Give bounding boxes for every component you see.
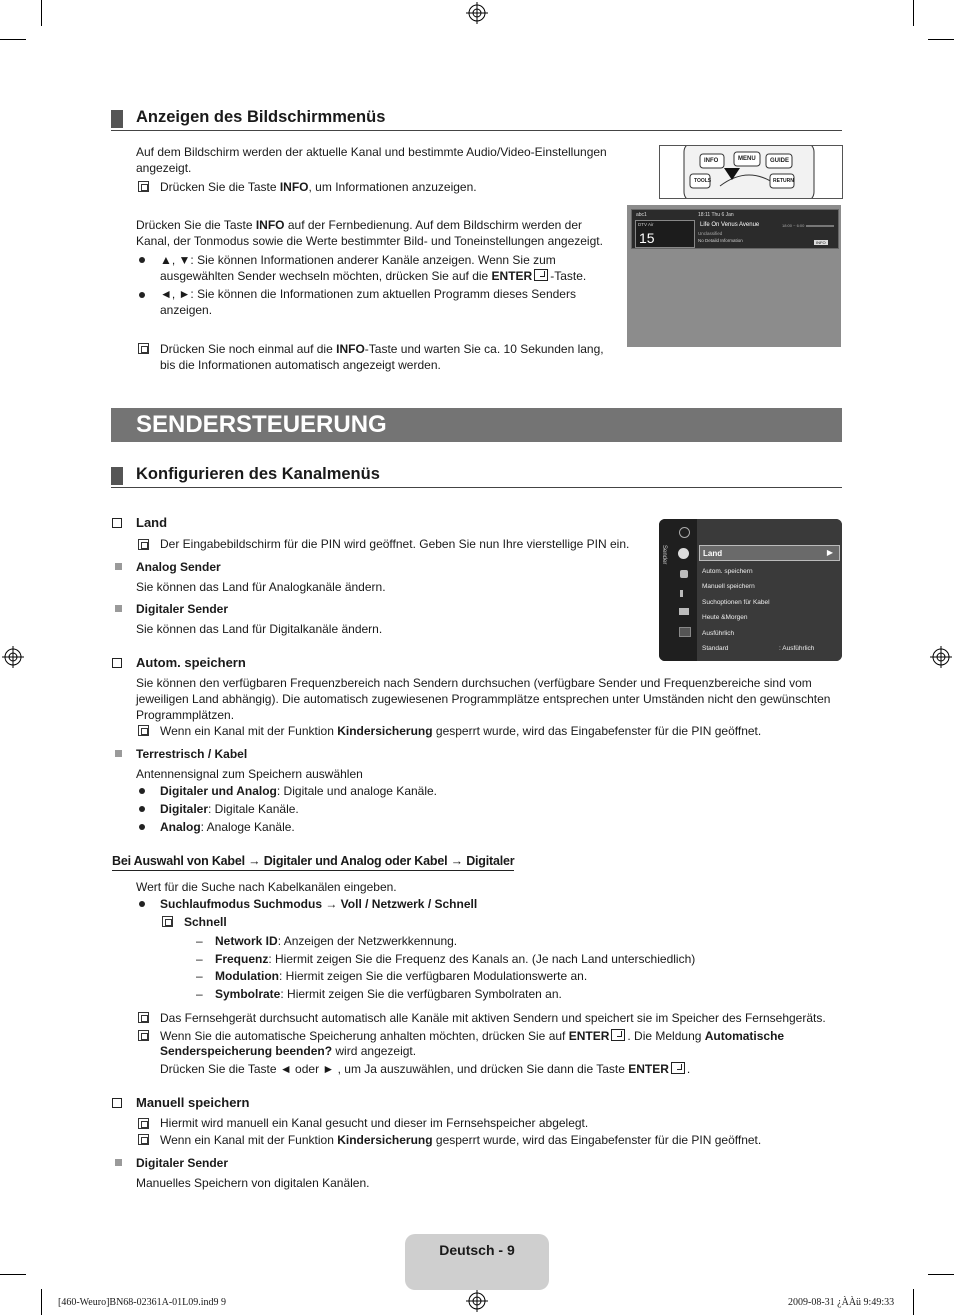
crop-mark (41, 0, 42, 26)
note-icon (138, 1012, 149, 1023)
paragraph: Drücken Sie die Taste INFO auf der Fernbedienung. Auf dem Bildschirm werden der Kanal, der Tonmodus sowie die Werte bestimmter Bild- und Toneinstellungen angezeigt. (136, 218, 603, 248)
bullet-icon (139, 788, 145, 794)
osd-menu-item: Heute &Morgen (702, 614, 748, 621)
dash-text: Network ID: Anzeigen der Netzwerkkennung. (215, 934, 458, 948)
application-icon (679, 608, 689, 615)
crop-mark (928, 1274, 954, 1275)
intro-paragraph: Auf dem Bildschirm werden der aktuelle Kanal und bestimmte Audio/Video-Einstellungen angezeigt. (136, 145, 607, 175)
square-bullet-icon (115, 563, 122, 570)
bullet-icon (139, 292, 145, 298)
timespan-label: 18:00 ~ 6:00 (782, 223, 805, 228)
note-text: Drücken Sie die Taste INFO, um Informationen anzuzeigen. (160, 180, 477, 194)
picture-icon (679, 527, 690, 538)
guide-key: GUIDE (770, 158, 790, 164)
print-timestamp: 2009-08-31 ¿ÀÀü 9:49:33 (788, 1297, 895, 1308)
setup-icon (680, 570, 688, 578)
dash-text: Modulation: Hiermit zeigen Sie die verfügbaren Modulationswerte an. (215, 969, 588, 983)
note-text: Wenn ein Kanal mit der Funktion Kindersicherung gesperrt wurde, wird das Eingabefenster für die PIN geöffnet. (160, 1133, 762, 1147)
dash-text: Frequenz: Hiermit zeigen Sie die Frequenz des Kanals an. (Je nach Land unterschiedlich) (215, 952, 696, 966)
sub-heading: Terrestrisch / Kabel (136, 747, 248, 761)
body-text: Sie können das Land für Digitalkanäle ändern. (136, 622, 383, 636)
return-key: RETURN (773, 178, 794, 184)
bullet-text: Analog: Analoge Kanäle. (160, 820, 295, 834)
tools-key: TOOLS (694, 178, 712, 184)
registration-mark-icon (2, 646, 24, 668)
note-text: Hiermit wird manuell ein Kanal gesucht und dieser im Fernsehspeicher abgelegt. (160, 1116, 589, 1130)
note-text: Drücken Sie die Taste ◄ oder ► , um Ja auszuwählen, und drücken Sie dann die Taste ENTER . (160, 1062, 691, 1076)
note-text: Das Fernsehgerät durchsucht automatisch alle Kanäle mit aktiven Sendern und speichert sie im Speicher des Fernsehgeräts. (160, 1011, 826, 1025)
note-icon (138, 1134, 149, 1145)
page-number: Deutsch - 9 (439, 1242, 515, 1258)
osd-side-label: Sender (661, 545, 667, 565)
osd-menu-item: Standard (702, 645, 729, 652)
note-icon (138, 181, 149, 192)
osd-menu-item: Manuell speichern (702, 583, 755, 590)
section-heading (111, 465, 842, 488)
kabel-heading: Bei Auswahl von Kabel → Digitaler und Analog oder Kabel → Digitaler (112, 853, 514, 871)
channel-box (635, 220, 695, 248)
heading-bar (111, 110, 123, 128)
registration-mark-icon (930, 646, 952, 668)
autom-heading: Autom. speichern (136, 655, 246, 670)
program-title: Life On Venus Avenue (700, 222, 760, 228)
bullet-icon (139, 806, 145, 812)
crop-mark (913, 0, 914, 26)
note-icon (138, 343, 149, 354)
note-icon (138, 1118, 149, 1129)
osd-panel (697, 519, 842, 661)
note-icon (138, 539, 149, 550)
note-text: Senderspeicherung beenden? wird angezeigt. (160, 1044, 417, 1058)
section-title: Konfigurieren des Kanalmenüs (136, 465, 380, 483)
info-key: INFO (704, 158, 719, 164)
arrow-right-icon: ▶ (826, 548, 833, 557)
rating-label: Unclassified (698, 231, 723, 236)
crop-mark (0, 1274, 26, 1275)
sub-heading: Digitaler Sender (136, 1156, 229, 1170)
support-icon (679, 627, 691, 637)
crop-mark (913, 1289, 914, 1315)
registration-mark-icon (466, 2, 488, 24)
osd-menu-item: Autom. speichern (702, 568, 753, 575)
body-text: Wert für die Suche nach Kabelkanälen eingeben. (136, 880, 397, 894)
crop-mark (928, 39, 954, 40)
channel-name: abc1 (636, 212, 647, 218)
bullet-text: Digitaler und Analog: Digitale und analoge Kanäle. (160, 784, 438, 798)
crop-mark (41, 1289, 42, 1315)
body-text: Sie können den verfügbaren Frequenzbereich nach Sendern durchsuchen (verfügbare Sender und Frequenzbereiche sind vom jeweiligen Land abhängig). Die automatisch zugewiesenen Programmplätze entsprechen unter Umständen nicht den gewünschten Programmplätzen. (136, 676, 831, 722)
osd-menu-item: Ausführlich (702, 630, 735, 637)
schnell-label: Schnell (184, 915, 227, 929)
checkbox-icon (112, 518, 122, 528)
note-text: Wenn Sie die automatische Speicherung anhalten möchten, drücken Sie auf ENTER . Die Meldung Automatische (160, 1029, 785, 1043)
section-title: Anzeigen des Bildschirmmenüs (136, 108, 386, 126)
channel-icon (678, 548, 689, 559)
bullet-text: Digitaler: Digitale Kanäle. (160, 802, 299, 816)
body-text: Sie können das Land für Analogkanäle ändern. (136, 580, 386, 594)
checkbox-icon (112, 658, 122, 668)
info-button: INFO (816, 240, 826, 245)
bullet-text: Suchlaufmodus Suchmodus → Voll / Netzwerk / Schnell (160, 897, 478, 911)
checkbox-icon (112, 1098, 122, 1108)
banner-time: 18:11 Thu 6 Jan (698, 212, 734, 218)
note-text: Wenn ein Kanal mit der Funktion Kindersicherung gesperrt wurde, wird das Eingabefenster für die PIN geöffnet. (160, 724, 762, 738)
manuell-heading: Manuell speichern (136, 1095, 250, 1110)
heading-bar (111, 467, 123, 485)
osd-menu-item: Suchoptionen für Kabel (702, 599, 770, 606)
bullet-icon (139, 901, 145, 907)
note-text: Drücken Sie noch einmal auf die INFO-Taste und warten Sie ca. 10 Sekunden lang, bis die Informationen automatisch angezeigt werden. (160, 342, 604, 372)
dash-text: Symbolrate: Hiermit zeigen Sie die verfügbaren Symbolraten an. (215, 987, 562, 1001)
square-bullet-icon (115, 1159, 122, 1166)
osd-selected-item (699, 545, 840, 561)
dash-icon: – (196, 934, 203, 948)
note-icon (138, 725, 149, 736)
remote-illustration (659, 145, 843, 199)
page-footer (405, 1234, 549, 1290)
input-icon (680, 590, 688, 597)
note-icon (162, 916, 173, 927)
land-heading: Land (136, 515, 168, 530)
tv-screen-illustration (627, 205, 841, 347)
dash-icon: – (196, 952, 203, 966)
osd-menu-illustration (659, 519, 842, 661)
dash-icon: – (196, 969, 203, 983)
square-bullet-icon (115, 605, 122, 612)
dash-icon: – (196, 987, 203, 1001)
chapter-banner (111, 408, 842, 442)
file-info: [460-Weuro]BN68-02361A-01L09.ind9 9 (58, 1297, 227, 1308)
detail-label: No Detaild Information (698, 238, 743, 243)
section-heading (111, 108, 842, 131)
channel-number: 15 (639, 230, 655, 246)
body-text: Antennensignal zum Speichern auswählen (136, 767, 363, 781)
remote-body-icon (660, 146, 842, 198)
note-text: Der Eingabebildschirm für die PIN wird geöffnet. Geben Sie nun Ihre vierstellige PIN ein. (160, 537, 630, 551)
osd-sidebar (659, 519, 697, 661)
enter-icon (611, 1029, 625, 1041)
source-label: DTV Air (638, 222, 654, 227)
progress-bar (806, 225, 834, 227)
bullet-text: ◄, ►: Sie können die Informationen zum aktuellen Programm dieses Senders anzeigen. (160, 287, 576, 317)
enter-icon (534, 269, 548, 281)
bullet-icon (139, 824, 145, 830)
info-banner (631, 209, 839, 249)
bullet-icon (139, 257, 145, 263)
sub-heading: Digitaler Sender (136, 602, 229, 616)
osd-selected-label: Land (703, 549, 723, 558)
crop-mark (0, 39, 26, 40)
enter-icon (671, 1062, 685, 1074)
osd-standard-value: : Ausführlich (779, 645, 815, 652)
note-icon (138, 1030, 149, 1041)
body-text: Manuelles Speichern von digitalen Kanälen. (136, 1176, 370, 1190)
sub-heading: Analog Sender (136, 560, 221, 574)
square-bullet-icon (115, 750, 122, 757)
chapter-title: SENDERSTEUERUNG (136, 411, 387, 438)
menu-key: MENU (738, 156, 756, 162)
bullet-text: ▲, ▼: Sie können Informationen anderer Kanäle anzeigen. Wenn Sie zum ausgewählten Sender wechseln möchten, drücken Sie auf die ENTER -Taste. (160, 253, 587, 283)
registration-mark-icon (466, 1290, 488, 1312)
